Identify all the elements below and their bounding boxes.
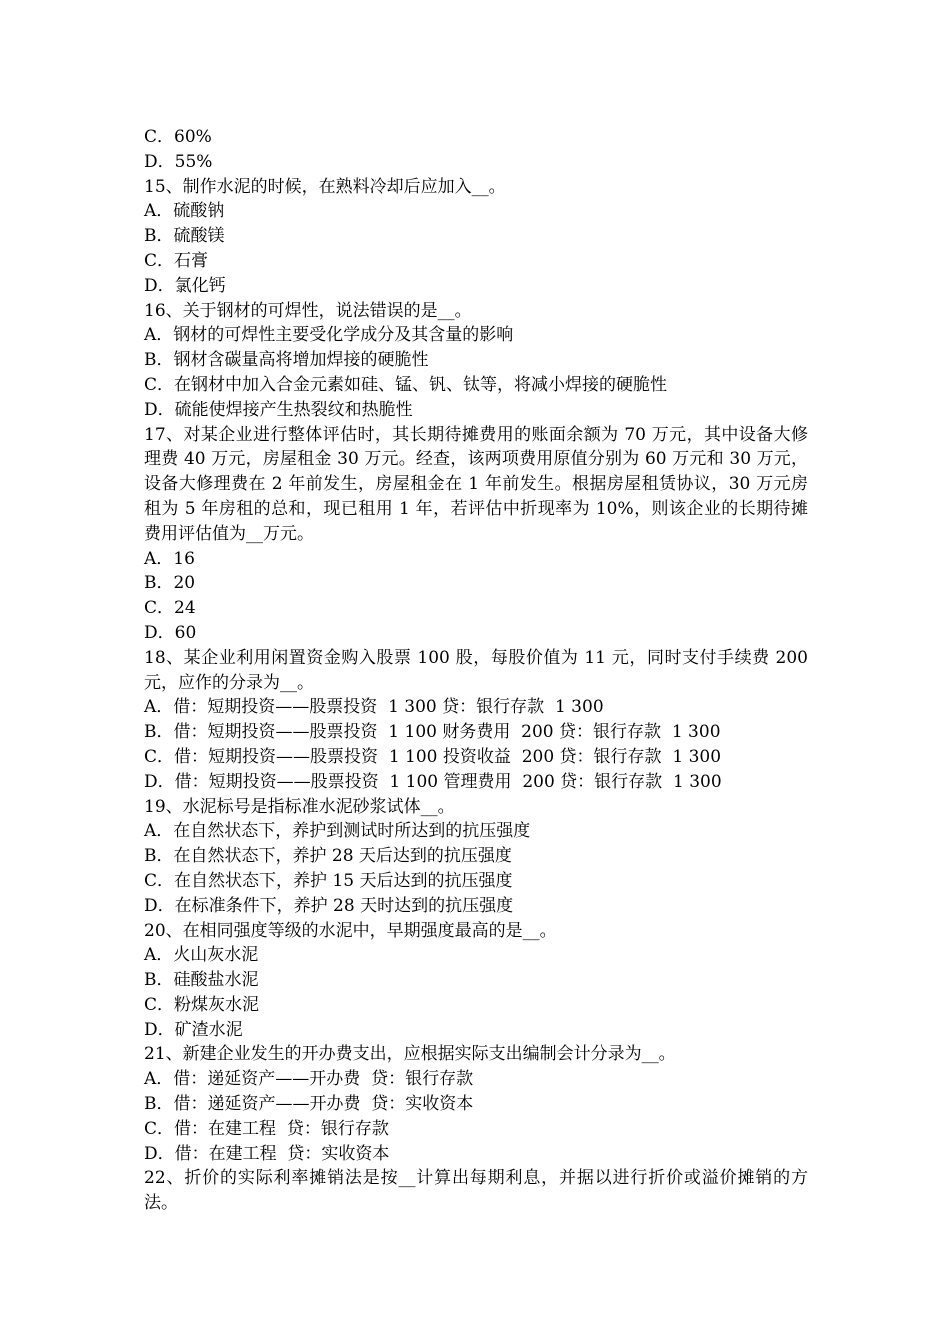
q19-stem: 19、水泥标号是指标准水泥砂浆试体__。 xyxy=(144,796,455,817)
q21-option-b: B．借：递延资产——开办费 贷：实收资本 xyxy=(144,1094,474,1115)
q15-option-a: A．硫酸钠 xyxy=(144,201,225,222)
q17-option-c: C．24 xyxy=(144,598,196,619)
q18-option-d: D．借：短期投资——股票投资 1 100 管理费用 200 贷：银行存款 1 300 xyxy=(144,771,722,792)
q16-stem: 16、关于钢材的可焊性，说法错误的是__。 xyxy=(144,300,472,321)
q20-option-b: B．硅酸盐水泥 xyxy=(144,970,259,991)
q20-option-d: D．矿渣水泥 xyxy=(144,1019,243,1040)
q20-stem: 20、在相同强度等级的水泥中，早期强度最高的是__。 xyxy=(144,920,557,941)
q14-option-c: C．60% xyxy=(144,127,212,147)
q22-stem: 22、折价的实际利率摊销法是按__计算出每期利息，并据以进行折价或溢价摊销的方法。 xyxy=(144,1168,808,1214)
q19-option-c: C．在自然状态下，养护 15 天后达到的抗压强度 xyxy=(144,870,513,891)
q18-stem: 18、某企业利用闲置资金购入股票 100 股，每股价值为 11 元，同时支付手续费 200 元，应作的分录为__。 xyxy=(144,647,808,693)
q21-option-d: D．借：在建工程 贷：实收资本 xyxy=(144,1143,390,1164)
q20-option-c: C．粉煤灰水泥 xyxy=(144,994,260,1015)
q19-option-b: B．在自然状态下，养护 28 天后达到的抗压强度 xyxy=(144,846,512,867)
q15-stem: 15、制作水泥的时候，在熟料冷却后应加入__。 xyxy=(144,176,506,197)
q15-option-c: C．石膏 xyxy=(144,250,209,271)
q16-option-b: B．钢材含碳量高将增加焊接的硬脆性 xyxy=(144,350,429,371)
q14-option-d: D．55% xyxy=(144,151,213,172)
q21-stem: 21、新建企业发生的开办费支出，应根据实际支出编制会计分录为__。 xyxy=(144,1044,676,1065)
q18-option-a: A．借：短期投资——股票投资 1 300 贷：银行存款 1 300 xyxy=(144,697,604,718)
q16-option-a: A．钢材的可焊性主要受化学成分及其含量的影响 xyxy=(144,325,514,346)
q17-option-d: D．60 xyxy=(144,622,197,643)
q19-option-d: D．在标准条件下，养护 28 天时达到的抗压强度 xyxy=(144,895,514,916)
document-body xyxy=(144,125,808,1216)
q21-option-c: C．借：在建工程 贷：银行存款 xyxy=(144,1118,389,1139)
q18-option-b: B．借：短期投资——股票投资 1 100 财务费用 200 贷：银行存款 1 300 xyxy=(144,722,721,743)
q17-stem: 17、对某企业进行整体评估时，其长期待摊费用的账面余额为 70 万元，其中设备大修理费 40 万元，房屋租金 30 万元。经查，该两项费用原值分别为 60 万元和 30 万元，设备大修理费在 2 年前发生，房屋租金在 1 年前发生。根据房屋租赁协议，30 万元房租为 5 年房租的总和，现已租用 1 年，若评估中折现率为 10%，则该企业的长期待摊费用评估值为__万元。 xyxy=(144,424,808,544)
q20-option-a: A．火山灰水泥 xyxy=(144,945,259,966)
q19-option-a: A．在自然状态下，养护到测试时所达到的抗压强度 xyxy=(144,821,531,842)
q17-option-b: B．20 xyxy=(144,573,196,594)
q18-option-c: C．借：短期投资——股票投资 1 100 投资收益 200 贷：银行存款 1 300 xyxy=(144,746,722,767)
q15-option-d: D．氯化钙 xyxy=(144,275,226,296)
q16-option-c: C．在钢材中加入合金元素如硅、锰、钒、钛等，将减小焊接的硬脆性 xyxy=(144,374,668,395)
q16-option-d: D．硫能使焊接产生热裂纹和热脆性 xyxy=(144,399,413,420)
q21-option-a: A．借：递延资产——开办费 贷：银行存款 xyxy=(144,1069,474,1090)
q15-option-b: B．硫酸镁 xyxy=(144,226,225,247)
q17-option-a: A．16 xyxy=(144,548,195,569)
